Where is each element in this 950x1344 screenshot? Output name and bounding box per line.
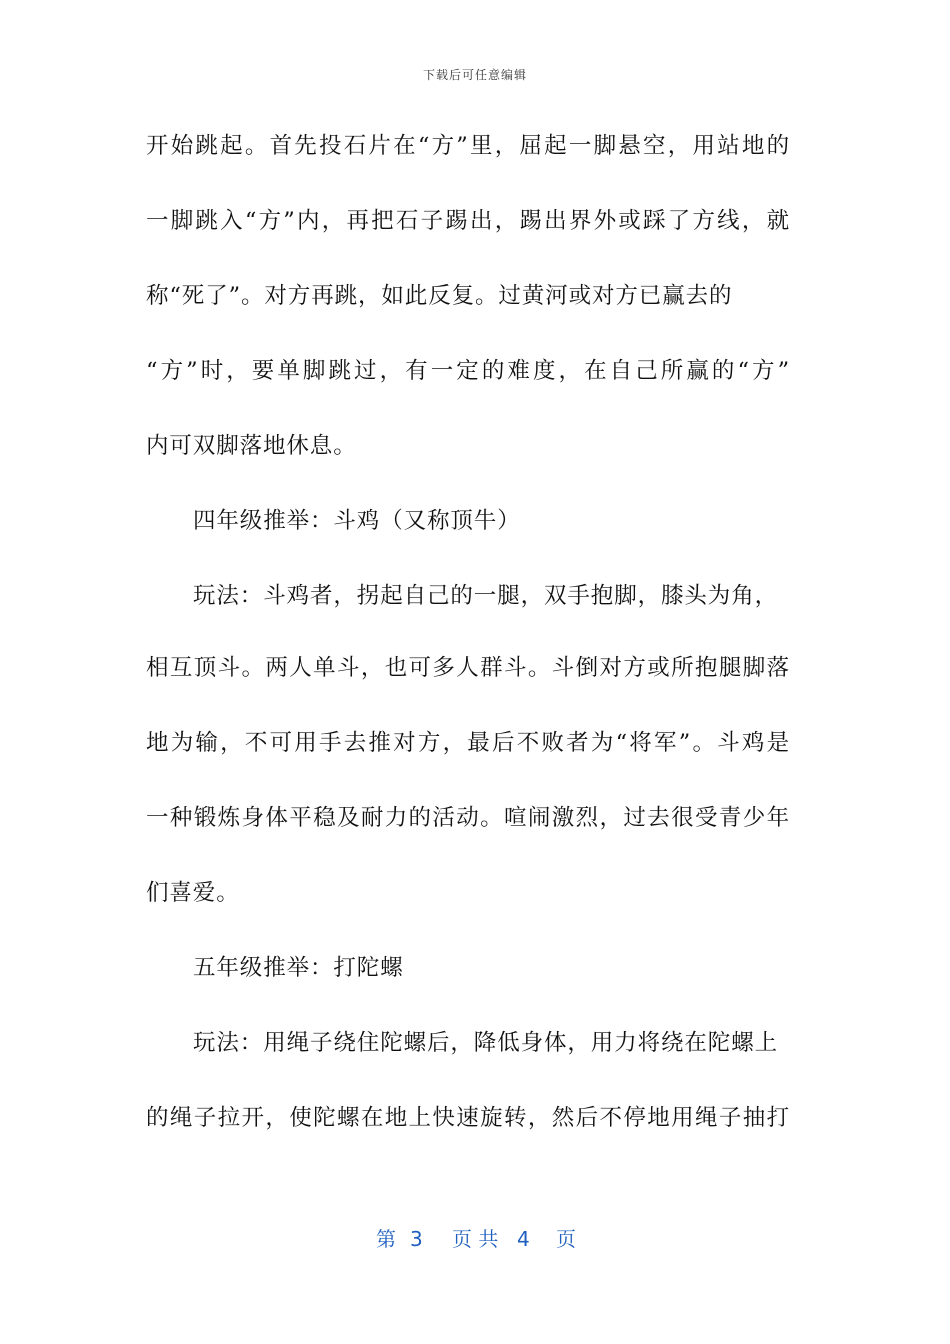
total-pages-number: 4 [517, 1227, 530, 1251]
section-heading: 四年级推举：斗鸡（又称顶牛） [193, 508, 521, 534]
paragraph-line: 们喜爱。 [146, 880, 240, 906]
footer-label-ye-gong: 页 共 [452, 1227, 499, 1251]
paragraph-line: “方”时，要单脚跳过，有一定的难度，在自己所赢的“方” [146, 358, 790, 384]
section-heading: 五年级推举：打陀螺 [193, 955, 404, 981]
paragraph-line: 开始跳起。首先投石片在“方”里，屈起一脚悬空，用站地的 [146, 133, 790, 159]
footer-label-ye: 页 [556, 1227, 576, 1251]
current-page-number: 3 [410, 1227, 423, 1251]
paragraph-line: 玩法：用绳子绕住陀螺后，降低身体，用力将绕在陀螺上 [193, 1030, 779, 1056]
page-header: 下载后可任意编辑 [422, 68, 527, 82]
footer-label-di: 第 [376, 1227, 396, 1251]
paragraph-line: 的绳子拉开，使陀螺在地上快速旋转，然后不停地用绳子抽打 [146, 1105, 790, 1131]
paragraph-line: 相互顶斗。两人单斗，也可多人群斗。斗倒对方或所抱腿脚落 [146, 655, 790, 681]
paragraph-line: 玩法：斗鸡者，拐起自己的一腿，双手抱脚，膝头为角， [193, 583, 779, 609]
paragraph-line: 称“死了”。对方再跳，如此反复。过黄河或对方已赢去的 [146, 283, 733, 309]
page-footer [0, 1224, 950, 1254]
paragraph-line: 一种锻炼身体平稳及耐力的活动。喧闹激烈，过去很受青少年 [146, 805, 790, 831]
paragraph-line: 内可双脚落地休息。 [146, 433, 357, 459]
paragraph-line: 地为输，不可用手去推对方，最后不败者为“将军”。斗鸡是 [146, 730, 790, 756]
paragraph-line: 一脚跳入“方”内，再把石子踢出，踢出界外或踩了方线，就 [146, 208, 790, 234]
